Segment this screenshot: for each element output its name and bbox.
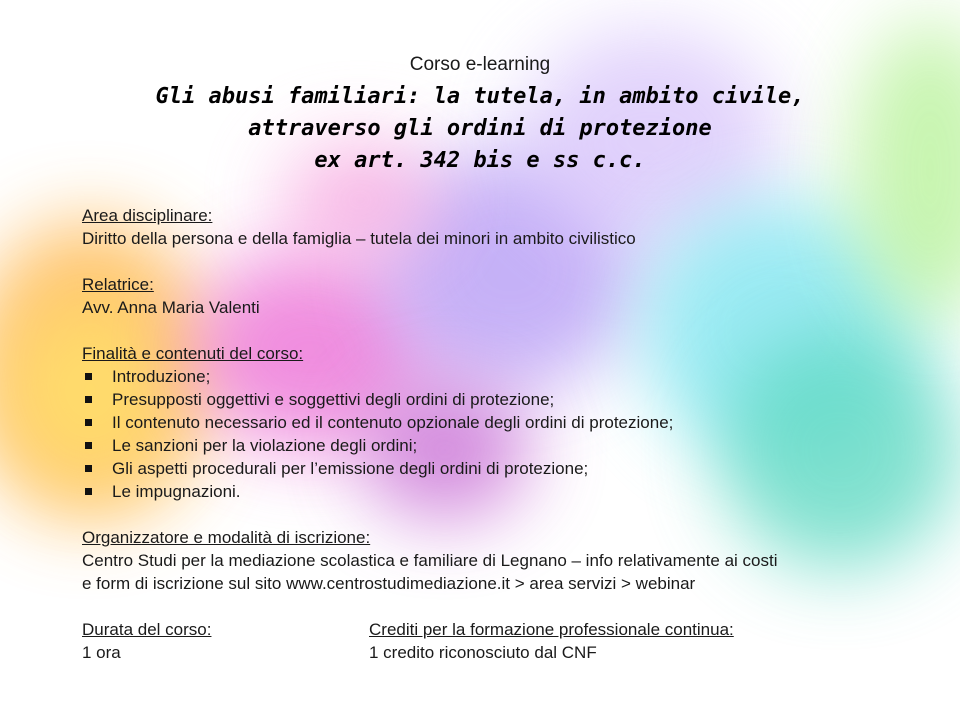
course-title-line: attraverso gli ordini di protezione: [248, 116, 712, 141]
organizzatore-line: Centro Studi per la mediazione scolastica e familiare di Legnano – info relativamente ai costi: [82, 551, 778, 570]
organizzatore-heading: Organizzatore e modalità di iscrizione:: [82, 528, 371, 547]
course-details: [82, 204, 902, 664]
durata-heading: Durata del corso:: [82, 620, 212, 639]
list-item: Gli aspetti procedurali per l’emissione degli ordini di protezione;: [82, 457, 902, 480]
slide-header: [0, 52, 960, 177]
list-item: Le sanzioni per la violazione degli ordini;: [82, 434, 902, 457]
area-heading: Area disciplinare:: [82, 206, 213, 225]
course-type: Corso e-learning: [409, 54, 551, 75]
list-item: Presupposti oggettivi e soggettivi degli ordini di protezione;: [82, 388, 902, 411]
contents-list: [82, 365, 902, 503]
list-item: Le impugnazioni.: [82, 480, 902, 503]
course-title-line: ex art. 342 bis e ss c.c.: [314, 148, 646, 173]
crediti-column: [369, 618, 734, 664]
area-text: Diritto della persona e della famiglia – tutela dei minori in ambito civilistico: [82, 229, 636, 248]
list-item: Introduzione;: [82, 365, 902, 388]
durata-text: 1 ora: [82, 643, 121, 662]
durata-column: [82, 618, 369, 664]
finalita-heading: Finalità e contenuti del corso:: [82, 344, 304, 363]
duration-credits-row: [82, 618, 902, 664]
organizzatore-line: e form di iscrizione sul sito www.centrostudimediazione.it > area servizi > webinar: [82, 574, 696, 593]
crediti-heading: Crediti per la formazione professionale continua:: [369, 620, 734, 639]
crediti-text: 1 credito riconosciuto dal CNF: [369, 643, 597, 662]
course-title: [0, 81, 960, 177]
course-title-line: Gli abusi familiari: la tutela, in ambito civile,: [155, 84, 805, 109]
list-item: Il contenuto necessario ed il contenuto opzionale degli ordini di protezione;: [82, 411, 902, 434]
relatrice-heading: Relatrice:: [82, 275, 154, 294]
relatrice-text: Avv. Anna Maria Valenti: [82, 298, 260, 317]
